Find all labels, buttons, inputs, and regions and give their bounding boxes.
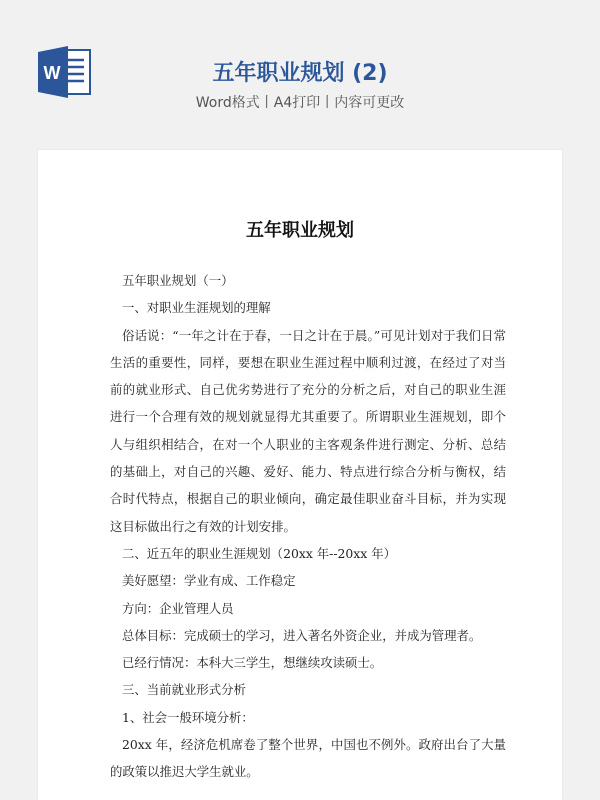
doc-paragraph: 俗话说：“一年之计在于春，一日之计在于晨。”可见计划对于我们日常生活的重要性，同样，要想在职业生涯过程中顺利过渡，在经过了对当前的就业形式、自己优劣势进行了充分的分析之后，对自己的职业生涯进行一个合理有效的规划就显得尤其重要了。所谓职业生涯规划，即个人与组织相结合，在对一个人职业的主客观条件进行测定、分析、总结的基础上，对自己的兴趣、爱好、能力、特点进行综合分析与衡权，结合时代特点，根据自己的职业倾向，确定最佳职业奋斗目标，并为实现这目标做出行之有效的计划安排。 [110, 327, 506, 534]
header [0, 0, 600, 150]
document-body [110, 267, 506, 786]
doc-paragraph: 已经行情况：本科大三学生，想继续攻读硕士。 [122, 655, 383, 671]
doc-paragraph: 美好愿望：学业有成、工作稳定 [122, 573, 296, 589]
document-title: 五年职业规划 [246, 220, 354, 241]
doc-paragraph: 五年职业规划（一） [122, 273, 234, 288]
doc-paragraph: 总体目标：完成硕士的学习，进入著名外资企业，并成为管理者。 [122, 627, 482, 643]
doc-paragraph: 方向：企业管理人员 [122, 600, 234, 616]
page-subtitle: Word格式丨A4打印丨内容可更改 [195, 95, 405, 111]
doc-paragraph: 一、对职业生涯规划的理解 [122, 300, 271, 316]
doc-paragraph: 1、社会一般环境分析： [122, 709, 254, 725]
doc-paragraph: 二、近五年的职业生涯规划（20xx 年--20xx 年） [122, 545, 396, 561]
page-title: 五年职业规划 (2) [212, 61, 388, 86]
doc-paragraph: 三、当前就业形式分析 [122, 682, 246, 698]
svg-text:W: W [43, 63, 61, 83]
document-page [38, 150, 562, 800]
doc-paragraph: 20xx 年，经济危机席卷了整个世界，中国也不例外。政府出台了大量的政策以推迟大学生就业。 [110, 737, 506, 780]
